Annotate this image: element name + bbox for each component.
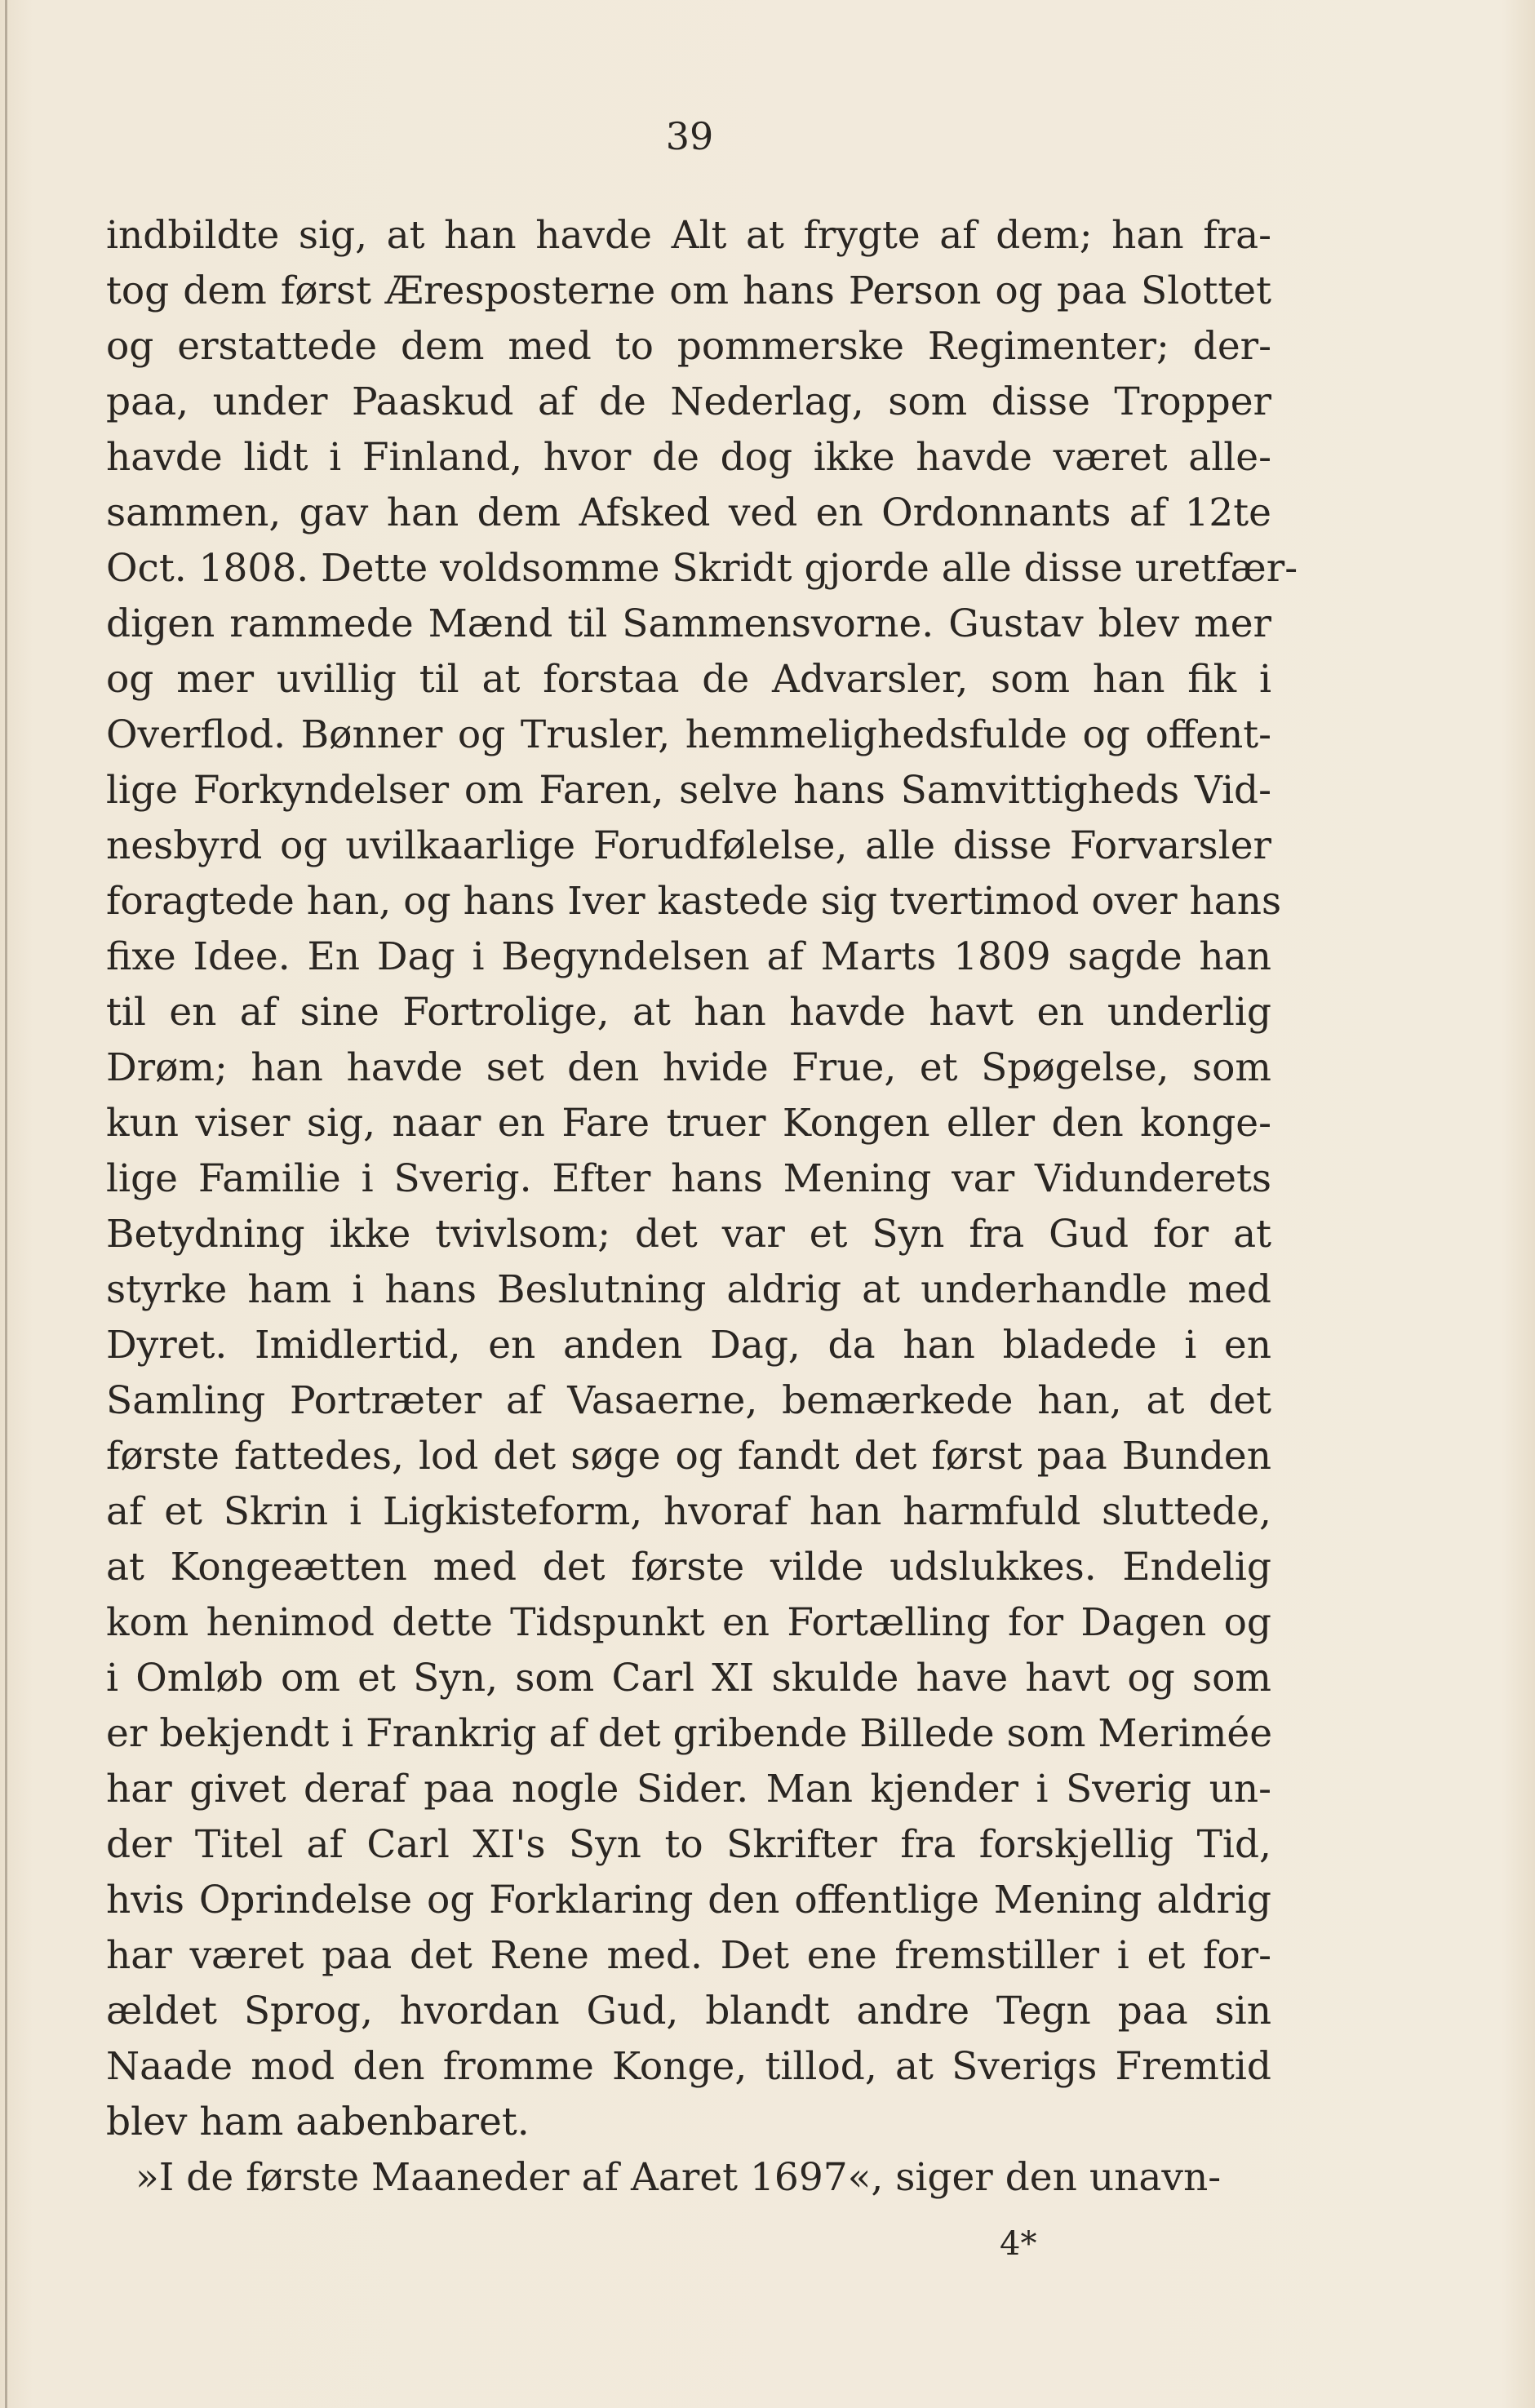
text-line: lige Familie i Sverig. Efter hans Mening var Vidunderets [106, 1156, 1271, 1201]
text-line: sammen, gav han dem Afsked ved en Ordonnants af 12te [106, 490, 1271, 535]
text-line: og mer uvillig til at forstaa de Advarsler, som han fik i [106, 657, 1271, 702]
text-line: Naade mod den fromme Konge, tillod, at Sverigs Fremtid [106, 2044, 1271, 2089]
text-line: havde lidt i Finland, hvor de dog ikke havde været alle- [106, 435, 1271, 480]
page-number: 39 [665, 114, 714, 158]
text-line: af et Skrin i Ligkisteform, hvoraf han harmfuld sluttede, [106, 1489, 1271, 1534]
text-line: Oct. 1808. Dette voldsomme Skridt gjorde alle disse uretfær- [106, 546, 1298, 591]
text-line: digen rammede Mænd til Sammensvorne. Gustav blev mer [106, 601, 1271, 646]
text-line: der Titel af Carl XI's Syn to Skrifter fra forskjellig Tid, [106, 1822, 1271, 1867]
text-line: nesbyrd og uvilkaarlige Forudfølelse, alle disse Forvarsler [106, 823, 1271, 868]
text-line: foragtede han, og hans Iver kastede sig tvertimod over hans [106, 879, 1282, 924]
text-line: Drøm; han havde set den hvide Frue, et Spøgelse, som [106, 1045, 1271, 1090]
text-line: tog dem først Æresposterne om hans Person og paa Slottet [106, 268, 1271, 313]
text-line: i Omløb om et Syn, som Carl XI skulde have havt og som [106, 1656, 1271, 1701]
text-line: kom henimod dette Tidspunkt en Fortælling for Dagen og [106, 1600, 1271, 1645]
text-line: har været paa det Rene med. Det ene fremstiller i et for- [106, 1933, 1271, 1978]
text-line: hvis Oprindelse og Forklaring den offentlige Mening aldrig [106, 1878, 1271, 1922]
text-line: fixe Idee. En Dag i Begyndelsen af Marts 1809 sagde han [106, 934, 1271, 979]
text-line: paa, under Paaskud af de Nederlag, som disse Tropper [106, 379, 1271, 424]
text-line: og erstattede dem med to pommerske Regimenter; der- [106, 324, 1271, 369]
text-line: »I de første Maaneder af Aaret 1697«, siger den unavn- [135, 2155, 1222, 2200]
text-line: er bekjendt i Frankrig af det gribende Billede som Merimée [106, 1711, 1273, 1756]
text-line: indbildte sig, at han havde Alt at frygte af dem; han fra- [106, 213, 1271, 258]
text-line: Samling Portræter af Vasaerne, bemærkede han, at det [106, 1378, 1271, 1423]
text-line: ældet Sprog, hvordan Gud, blandt andre Tegn paa sin [106, 1989, 1271, 2033]
page-edge-shadow [5, 0, 7, 2408]
text-line: Dyret. Imidlertid, en anden Dag, da han bladede i en [106, 1323, 1271, 1368]
signature-mark: 4* [1000, 2225, 1037, 2263]
body-text [106, 208, 1298, 2206]
text-line: har givet deraf paa nogle Sider. Man kjender i Sverig un- [106, 1767, 1271, 1812]
text-line: Betydning ikke tvivlsom; det var et Syn fra Gud for at [106, 1212, 1271, 1257]
text-line: styrke ham i hans Beslutning aldrig at underhandle med [106, 1267, 1271, 1312]
text-line: lige Forkyndelser om Faren, selve hans Samvittigheds Vid- [106, 768, 1271, 813]
text-line: Overflod. Bønner og Trusler, hemmelighedsfulde og offent- [106, 712, 1271, 757]
text-line: at Kongeætten med det første vilde udslukkes. Endelig [106, 1545, 1271, 1590]
text-line: første fattedes, lod det søge og fandt det først paa Bunden [106, 1434, 1271, 1479]
text-line: blev ham aabenbaret. [106, 2100, 530, 2144]
text-line: kun viser sig, naar en Fare truer Kongen eller den konge- [106, 1101, 1271, 1146]
text-line: til en af sine Fortrolige, at han havde havt en underlig [106, 990, 1271, 1035]
